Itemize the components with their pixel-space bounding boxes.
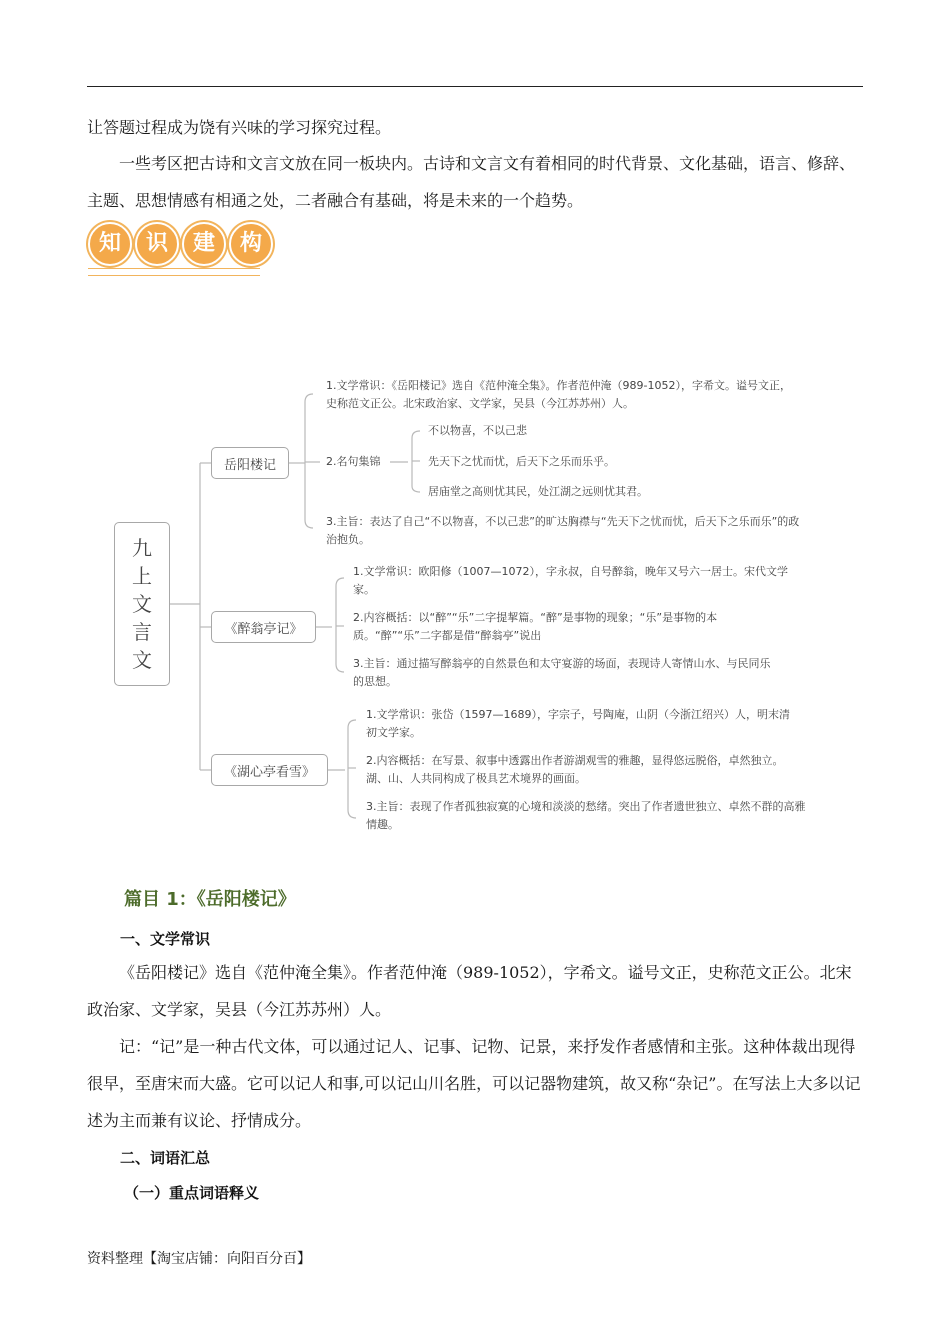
- mindmap-leaf: 2.名句集锦: [326, 455, 381, 468]
- mindmap-leaf: 2.内容概括：在写景、叙事中透露出作者游湖观雪的雅趣，显得悠远脱俗，卓然独立。湖、山、人共同构成了极具艺术境界的画面。: [366, 754, 784, 785]
- mindmap-node-yueyanglouji: 岳阳楼记: [211, 447, 289, 479]
- mindmap-leaf: 1.文学常识：张岱（1597—1689），字宗子，号陶庵，山阴（今浙江绍兴）人，明末清初文学家。: [366, 708, 790, 739]
- mindmap-leaf: 3.主旨：通过描写醉翁亭的自然景色和太守宴游的场面，表现诗人寄情山水、与民同乐的思想。: [353, 657, 771, 688]
- mindmap-leaf: 1.文学常识：欧阳修（1007—1072），字永叔，自号醉翁，晚年又号六一居士。宋代文学家。: [353, 565, 788, 596]
- literary-paragraph: 《岳阳楼记》选自《范仲淹全集》。作者范仲淹（989-1052），字希文。谥号文正，史称范文正公。北宋政治家、文学家，吴县（今江苏苏州）人。: [87, 963, 852, 1019]
- footer-note: 资料整理【淘宝店铺：向阳百分百】: [87, 1251, 311, 1267]
- section-heading-words: 二、词语汇总: [120, 1149, 211, 1167]
- mindmap-quote: 先天下之忧而忧，后天下之乐而乐乎。: [428, 455, 615, 468]
- badge-char: 建: [182, 222, 226, 266]
- intro-line: 让答题过程成为饶有兴味的学习探究过程。: [87, 118, 392, 137]
- mindmap-quote: 居庙堂之高则忧其民，处江湖之远则忧其君。: [428, 485, 648, 498]
- subsection-heading: （一）重点词语释义: [124, 1184, 260, 1202]
- badge-char: 知: [88, 222, 132, 266]
- mindmap-node-zuiwengtingji: 《醉翁亭记》: [211, 611, 316, 643]
- mindmap-leaf: 1.文学常识：《岳阳楼记》选自《范仲淹全集》。作者范仲淹（989-1052），字希文。谥号文正，史称范文正公。北宋政治家、文学家，吴县（今江苏苏州）人。: [326, 379, 791, 410]
- badge-char: 构: [229, 222, 273, 266]
- mindmap-leaf: 2.内容概括：以“醉”“乐”二字提挈篇。“醉”是事物的现象；“乐”是事物的本质。“醉”“乐”二字都是借“醉翁亭”说出: [353, 611, 718, 642]
- mindmap-node-huxintingkanxue: 《湖心亭看雪》: [211, 754, 328, 786]
- ji-paragraph: 记：“记”是一种古代文体，可以通过记人、记事、记物、记景，来抒发作者感情和主张。这种体裁出现得很早，至唐宋而大盛。它可以记人和事,可以记山川名胜，可以记器物建筑，故又称“杂记”。在写法上大多以记述为主而兼有议论、抒情成分。: [87, 1037, 861, 1130]
- section-heading-literary: 一、文学常识: [120, 930, 211, 948]
- mindmap-leaf: 3.主旨：表达了自己“不以物喜，不以己悲”的旷达胸襟与“先天下之忧而忧，后天下之乐而乐”的政治抱负。: [326, 515, 800, 546]
- mindmap-root: 九上文言文: [114, 522, 170, 686]
- mindmap-quote: 不以物喜，不以己悲: [428, 424, 527, 437]
- article-title: 篇目 1：《岳阳楼记》: [124, 889, 296, 910]
- mindmap-leaf: 3.主旨：表现了作者孤独寂寞的心境和淡淡的愁绪。突出了作者遗世独立、卓然不群的高雅情趣。: [366, 800, 806, 831]
- intro-paragraph: 一些考区把古诗和文言文放在同一板块内。古诗和文言文有着相同的时代背景、文化基础，语言、修辞、主题、思想情感有相通之处，二者融合有基础，将是未来的一个趋势。: [87, 154, 856, 210]
- badge-char: 识: [135, 222, 179, 266]
